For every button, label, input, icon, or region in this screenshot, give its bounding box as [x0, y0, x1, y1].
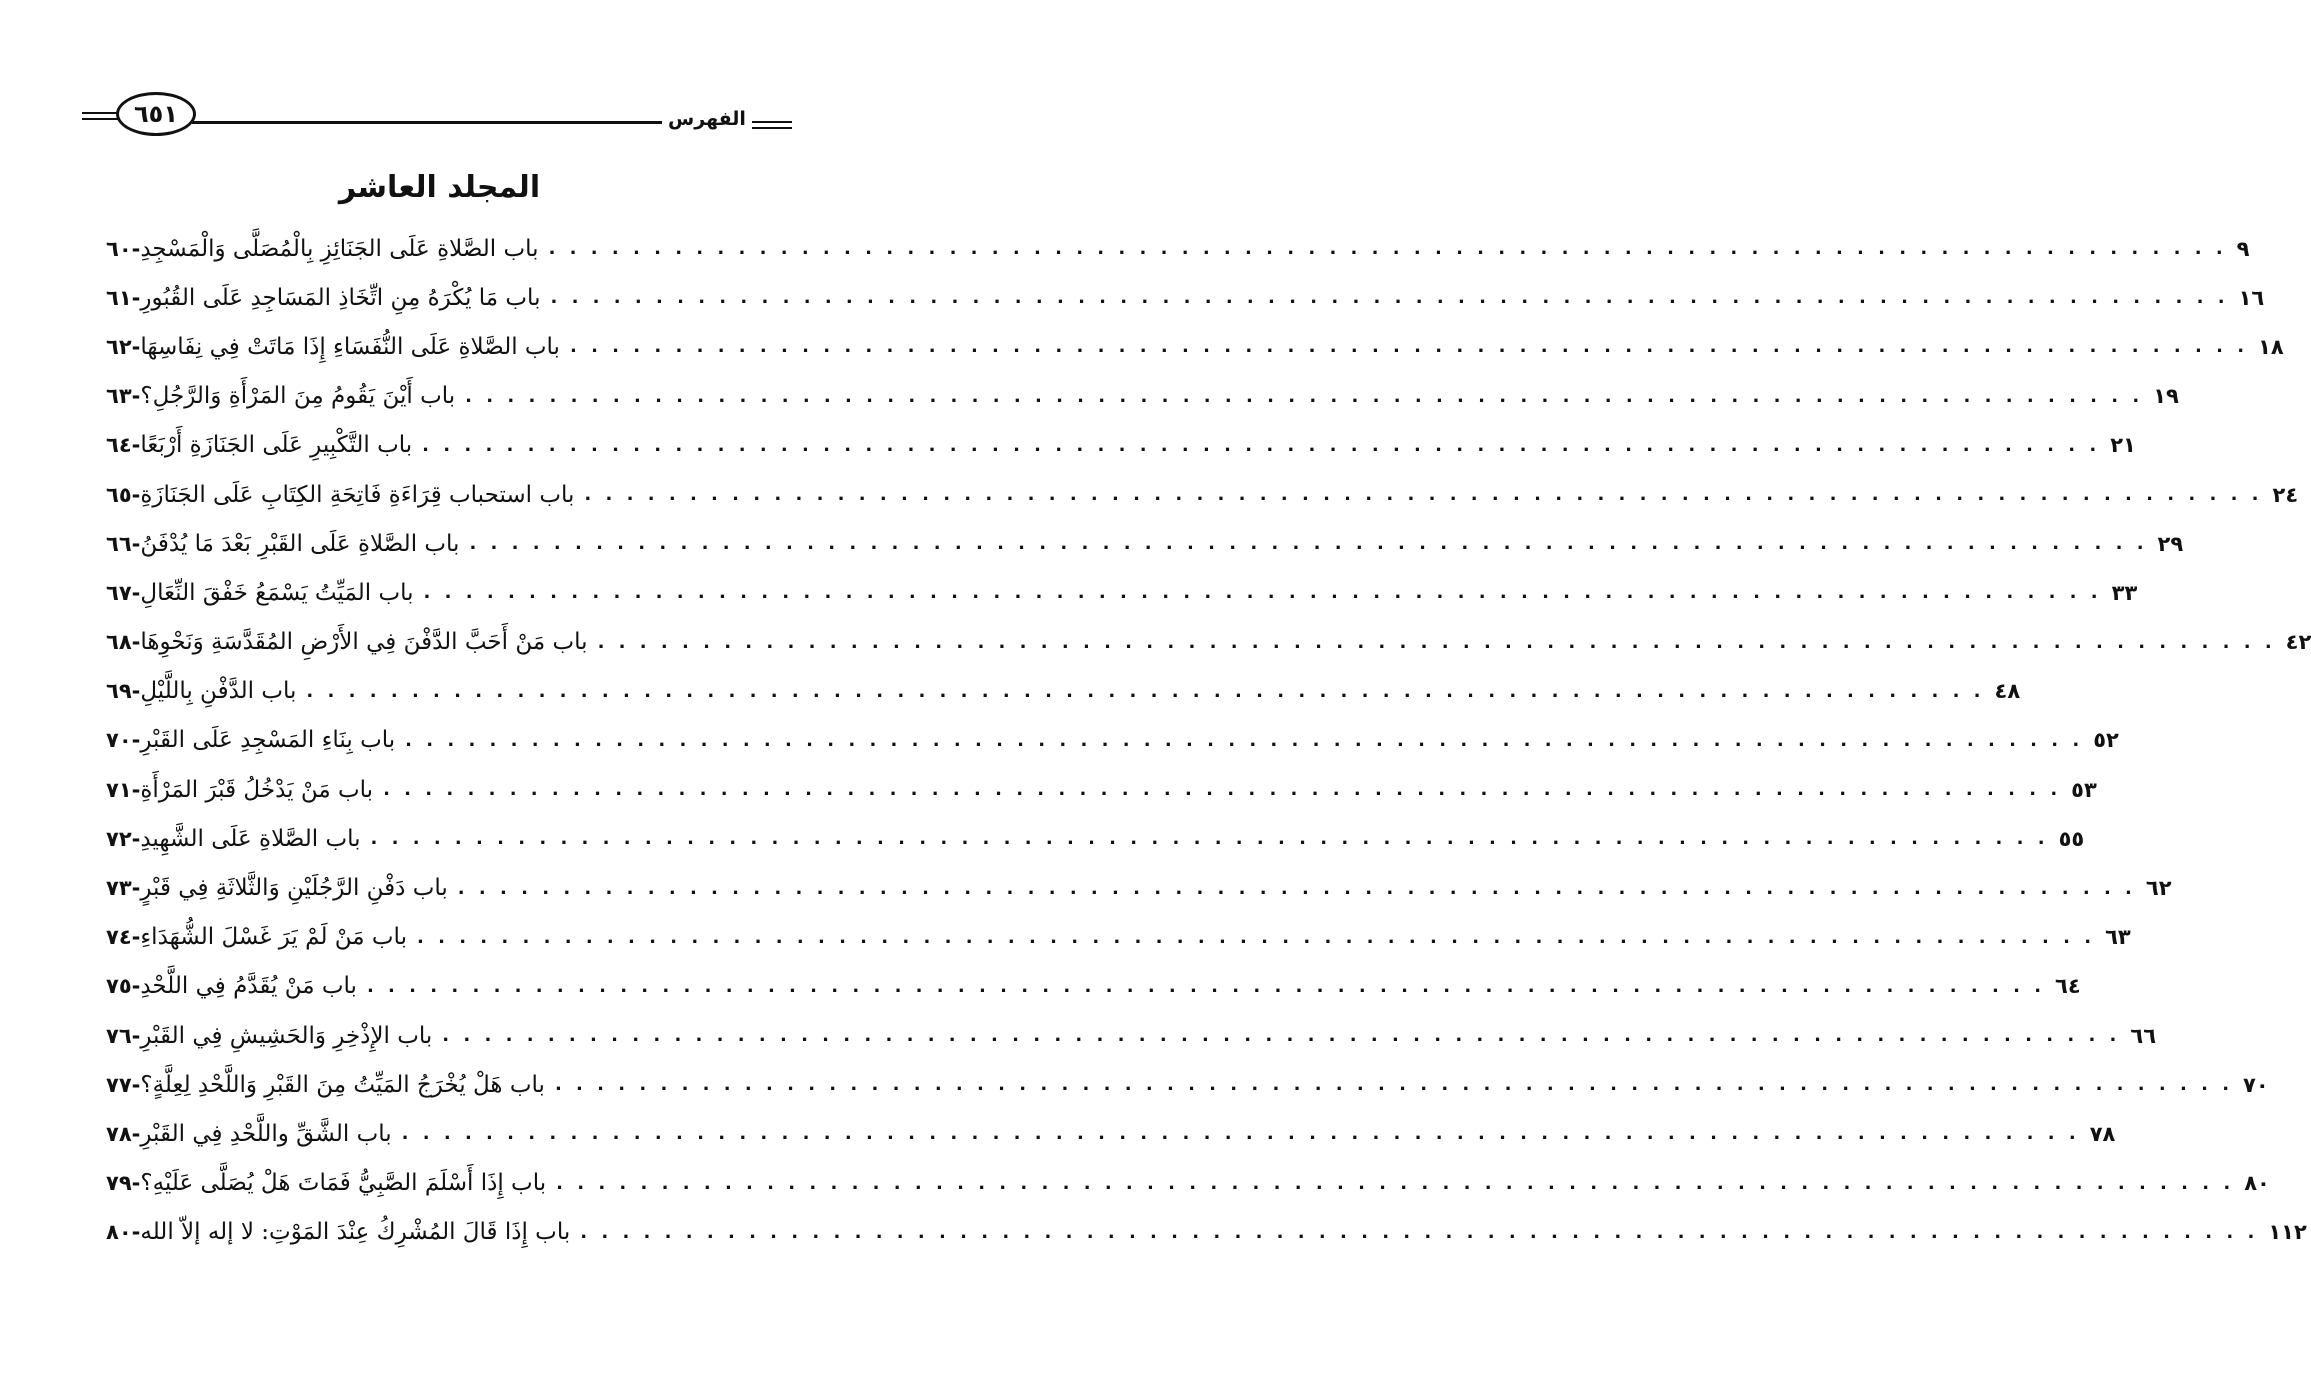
- entry-title: باب إِذَا قَالَ المُشْرِكُ عِنْدَ المَوْتِ: لا إله إلاّ الله: [140, 1219, 571, 1246]
- entry-number: -٨٠: [106, 1220, 141, 1245]
- entry-title: باب مَنْ يُقَدَّمُ فِي اللَّحْدِ: [140, 973, 357, 1000]
- entry-number: -٦٨: [106, 630, 141, 655]
- entry-page-number: ٦٤: [2055, 974, 2081, 999]
- entry-number: -٦٤: [106, 433, 141, 458]
- entry-title: باب دَفْنِ الرَّجُلَيْنِ وَالثَّلاثَةِ فِي قَبْرٍ: [140, 875, 448, 902]
- entry-title: باب مَنْ أَحَبَّ الدَّفْنَ فِي الأَرْضِ المُقَدَّسَةِ وَنَحْوِهَا: [140, 629, 588, 656]
- entry-number: -٧٢: [106, 826, 141, 851]
- entry-title: باب الصَّلاةِ عَلَى النُّفَسَاءِ إِذَا مَاتَتْ فِي نِفَاسِهَا: [140, 333, 560, 360]
- entry-number: -٦٠: [106, 236, 141, 261]
- dot-leader: . . . . . . . . . . . . . . . . . . . . . . . . . . . . . . . . . . . . . . . . . . . . . . . . . . . . . . . . . . . . . . . . . . . . . . . . . . . . . . . .: [550, 287, 2229, 309]
- entry-number: -٦٥: [106, 482, 141, 507]
- toc-entry: [98, 568, 2138, 617]
- running-title: الفهرس: [668, 108, 746, 130]
- section-title: المجلد العاشر: [338, 170, 541, 205]
- toc-entry: [98, 1060, 2269, 1109]
- entry-page-number: ٣٣: [2111, 580, 2138, 605]
- entry-number: -٧٨: [106, 1121, 141, 1146]
- entry-page-number: ٢١: [2110, 433, 2136, 458]
- entry-title: باب مَنْ يَدْخُلُ قَبْرَ المَرْأَةِ: [140, 776, 374, 803]
- entry-page-number: ٦٢: [2145, 876, 2172, 901]
- entry-title: باب هَلْ يُخْرَجُ المَيِّتُ مِنَ القَبْرِ وَاللَّحْدِ لِعِلَّةٍ؟: [140, 1071, 545, 1098]
- toc-entry: [98, 421, 2136, 470]
- table-of-contents: [98, 224, 2311, 1257]
- entry-number: -٧٠: [106, 728, 141, 753]
- entry-page-number: ٦٦: [2130, 1023, 2157, 1048]
- toc-entry: [98, 1159, 2270, 1208]
- entry-title: باب المَيِّتُ يَسْمَعُ خَفْقَ النِّعَالِ: [140, 579, 414, 606]
- dot-leader: . . . . . . . . . . . . . . . . . . . . . . . . . . . . . . . . . . . . . . . . . . . . . . . . . . . . . . . . . . . . . . . . . . . . . . . . . . . . . . . .: [465, 385, 2144, 407]
- dot-leader: . . . . . . . . . . . . . . . . . . . . . . . . . . . . . . . . . . . . . . . . . . . . . . . . . . . . . . . . . . . . . . . . . . . . . . . . . . . . . . . .: [366, 975, 2046, 997]
- header-rule: [752, 121, 792, 123]
- entry-number: -٧٣: [106, 876, 141, 901]
- entry-page-number: ١٦: [2238, 285, 2265, 310]
- entry-page-number: ٩: [2236, 236, 2250, 261]
- dot-leader: . . . . . . . . . . . . . . . . . . . . . . . . . . . . . . . . . . . . . . . . . . . . . . . . . . . . . . . . . . . . . . . . . . . . . . . . . . . . . . . .: [548, 238, 2227, 260]
- toc-entry: [98, 814, 2085, 863]
- entry-page-number: ١٩: [2153, 384, 2179, 409]
- toc-entry: [98, 962, 2081, 1011]
- entry-title: باب الصَّلاةِ عَلَى القَبْرِ بَعْدَ مَا يُدْفَنُ: [140, 530, 460, 557]
- entry-page-number: ٢٩: [2157, 531, 2184, 556]
- entry-title: باب الإِذْخِرِ وَالحَشِيشِ فِي القَبْرِ: [140, 1022, 433, 1049]
- toc-entry: [98, 863, 2172, 912]
- dot-leader: . . . . . . . . . . . . . . . . . . . . . . . . . . . . . . . . . . . . . . . . . . . . . . . . . . . . . . . . . . . . . . . . . . . . . . . . . . . . . . . .: [554, 1074, 2234, 1096]
- dot-leader: . . . . . . . . . . . . . . . . . . . . . . . . . . . . . . . . . . . . . . . . . . . . . . . . . . . . . . . . . . . . . . . . . . . . . . . . . . . . . . . .: [423, 582, 2102, 604]
- toc-entry: [98, 913, 2131, 962]
- entry-title: باب مَا يُكْرَهُ مِنِ اتِّخَاذِ المَسَاجِدِ عَلَى القُبُورِ: [140, 284, 541, 311]
- entry-page-number: ٧٨: [2089, 1121, 2116, 1146]
- entry-page-number: ٥٣: [2071, 777, 2097, 802]
- entry-number: -٧٩: [106, 1171, 141, 1196]
- dot-leader: . . . . . . . . . . . . . . . . . . . . . . . . . . . . . . . . . . . . . . . . . . . . . . . . . . . . . . . . . . . . . . . . . . . . . . . . . . . . . . . .: [580, 1221, 2259, 1243]
- toc-entry: [98, 1011, 2157, 1060]
- entry-title: باب الصَّلاةِ عَلَى الجَنَائِزِ بِالْمُصَلَّى وَالْمَسْجِدِ: [140, 235, 539, 262]
- entry-number: -٦١: [106, 285, 141, 310]
- entry-number: -٦٦: [106, 531, 141, 556]
- toc-entry: [98, 667, 2021, 716]
- toc-entry: [98, 765, 2097, 814]
- entry-page-number: ٥٢: [2093, 728, 2119, 753]
- dot-leader: . . . . . . . . . . . . . . . . . . . . . . . . . . . . . . . . . . . . . . . . . . . . . . . . . . . . . . . . . . . . . . . . . . . . . . . . . . . . . . . .: [469, 533, 2148, 555]
- dot-leader: . . . . . . . . . . . . . . . . . . . . . . . . . . . . . . . . . . . . . . . . . . . . . . . . . . . . . . . . . . . . . . . . . . . . . . . . . . . . . . . .: [569, 336, 2249, 358]
- entry-number: -٧٦: [106, 1023, 141, 1048]
- dot-leader: . . . . . . . . . . . . . . . . . . . . . . . . . . . . . . . . . . . . . . . . . . . . . . . . . . . . . . . . . . . . . . . . . . . . . . . . . . . . . . . .: [405, 729, 2084, 751]
- entry-page-number: ٧٠: [2243, 1072, 2269, 1097]
- entry-title: باب الدَّفْنِ بِاللَّيْلِ: [140, 678, 297, 705]
- entry-page-number: ٢٤: [2272, 482, 2299, 507]
- entry-page-number: ٤٨: [1994, 679, 2021, 704]
- entry-number: -٧٤: [106, 925, 141, 950]
- entry-title: باب الشَّقِّ واللَّحْدِ فِي القَبْرِ: [140, 1120, 392, 1147]
- entry-title: باب التَّكْبِيرِ عَلَى الجَنَازَةِ أَرْبَعًا: [140, 432, 413, 459]
- dot-leader: . . . . . . . . . . . . . . . . . . . . . . . . . . . . . . . . . . . . . . . . . . . . . . . . . . . . . . . . . . . . . . . . . . . . . . . . . . . . . . . .: [584, 484, 2263, 506]
- entry-number: -٧١: [106, 777, 141, 802]
- entry-page-number: ١٨: [2258, 334, 2284, 359]
- dot-leader: . . . . . . . . . . . . . . . . . . . . . . . . . . . . . . . . . . . . . . . . . . . . . . . . . . . . . . . . . . . . . . . . . . . . . . . . . . . . . . . .: [422, 434, 2101, 456]
- entry-page-number: ٤٢: [2285, 630, 2311, 655]
- entry-number: -٦٢: [106, 334, 141, 359]
- dot-leader: . . . . . . . . . . . . . . . . . . . . . . . . . . . . . . . . . . . . . . . . . . . . . . . . . . . . . . . . . . . . . . . . . . . . . . . . . . . . . . . .: [306, 680, 1985, 702]
- toc-entry: [98, 470, 2299, 519]
- entry-title: باب إِذَا أَسْلَمَ الصَّبِيُّ فَمَاتَ هَلْ يُصَلَّى عَلَيْهِ؟: [140, 1170, 547, 1197]
- dot-leader: . . . . . . . . . . . . . . . . . . . . . . . . . . . . . . . . . . . . . . . . . . . . . . . . . . . . . . . . . . . . . . . . . . . . . . . . . . . . . . . .: [457, 877, 2136, 899]
- entry-page-number: ٨٠: [2244, 1171, 2270, 1196]
- running-header: [0, 0, 879, 150]
- toc-entry: [98, 224, 2250, 273]
- header-rule: [752, 127, 792, 129]
- entry-page-number: ٥٥: [2058, 826, 2085, 851]
- entry-title: باب أَيْنَ يَقُومُ مِنَ المَرْأَةِ وَالرَّجُلِ؟: [140, 383, 456, 410]
- toc-entry: [98, 1109, 2116, 1158]
- toc-entry: [98, 1208, 2307, 1257]
- toc-entry: [98, 618, 2311, 667]
- entry-page-number: ١١٢: [2268, 1220, 2307, 1245]
- dot-leader: . . . . . . . . . . . . . . . . . . . . . . . . . . . . . . . . . . . . . . . . . . . . . . . . . . . . . . . . . . . . . . . . . . . . . . . . . . . . . . . .: [383, 779, 2062, 801]
- dot-leader: . . . . . . . . . . . . . . . . . . . . . . . . . . . . . . . . . . . . . . . . . . . . . . . . . . . . . . . . . . . . . . . . . . . . . . . . . . . . . . . .: [442, 1025, 2121, 1047]
- entry-page-number: ٦٣: [2105, 925, 2131, 950]
- entry-number: -٧٧: [106, 1072, 141, 1097]
- dot-leader: . . . . . . . . . . . . . . . . . . . . . . . . . . . . . . . . . . . . . . . . . . . . . . . . . . . . . . . . . . . . . . . . . . . . . . . . . . . . . . . .: [597, 631, 2276, 653]
- toc-entry: [98, 273, 2265, 322]
- entry-number: -٦٩: [106, 679, 141, 704]
- toc-entry: [98, 519, 2184, 568]
- entry-title: باب استحباب قِرَاءَةِ فَاتِحَةِ الكِتَابِ عَلَى الجَنَازَةِ: [140, 481, 575, 508]
- entry-title: باب مَنْ لَمْ يَرَ غَسْلَ الشُّهَدَاءِ: [140, 924, 407, 951]
- entry-title: باب الصَّلاةِ عَلَى الشَّهِيدِ: [140, 825, 361, 852]
- toc-entry: [98, 372, 2179, 421]
- entry-number: -٦٧: [106, 580, 141, 605]
- entry-number: -٧٥: [106, 974, 141, 999]
- header-rule: [192, 121, 662, 124]
- dot-leader: . . . . . . . . . . . . . . . . . . . . . . . . . . . . . . . . . . . . . . . . . . . . . . . . . . . . . . . . . . . . . . . . . . . . . . . . . . . . . . . .: [556, 1172, 2235, 1194]
- dot-leader: . . . . . . . . . . . . . . . . . . . . . . . . . . . . . . . . . . . . . . . . . . . . . . . . . . . . . . . . . . . . . . . . . . . . . . . . . . . . . . . .: [416, 926, 2096, 948]
- entry-title: باب بِنَاءِ المَسْجِدِ عَلَى القَبْرِ: [140, 727, 396, 754]
- toc-entry: [98, 322, 2284, 371]
- dot-leader: . . . . . . . . . . . . . . . . . . . . . . . . . . . . . . . . . . . . . . . . . . . . . . . . . . . . . . . . . . . . . . . . . . . . . . . . . . . . . . . .: [401, 1123, 2080, 1145]
- entry-number: -٦٣: [106, 384, 141, 409]
- toc-entry: [98, 716, 2119, 765]
- page-number: ٦٥١: [116, 92, 196, 136]
- dot-leader: . . . . . . . . . . . . . . . . . . . . . . . . . . . . . . . . . . . . . . . . . . . . . . . . . . . . . . . . . . . . . . . . . . . . . . . . . . . . . . . .: [370, 828, 2049, 850]
